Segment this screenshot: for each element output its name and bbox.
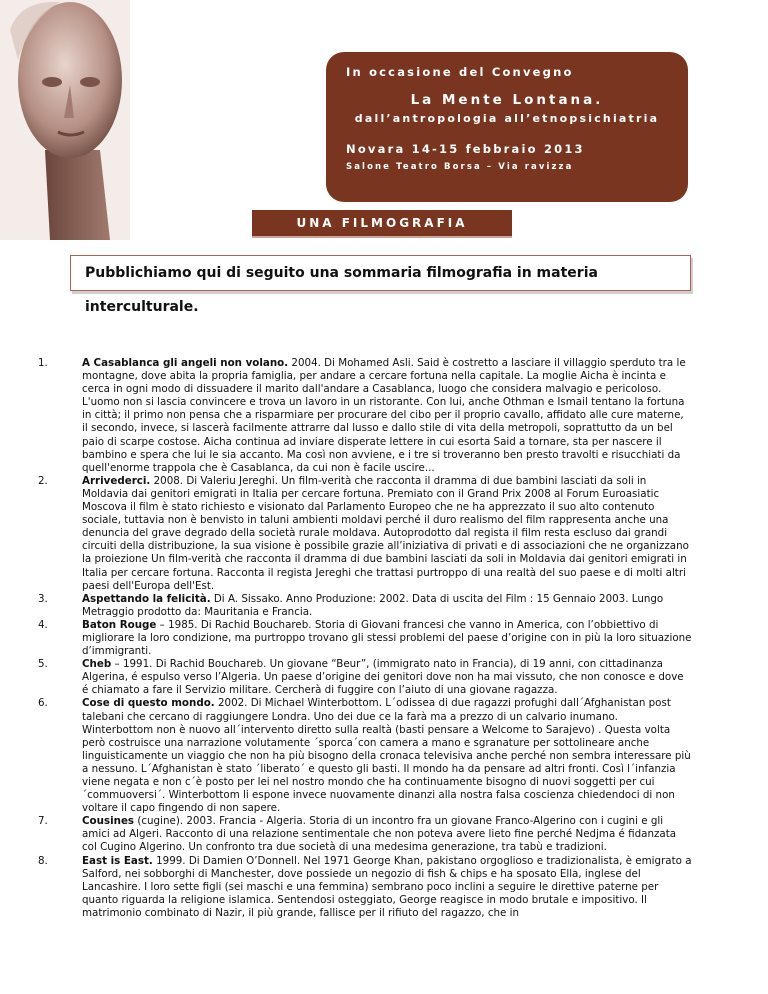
- film-description: 2002. Di Michael Winterbottom. L´odissea di due ragazzi profughi dall´Afghanistan post talebani che cercano di raggiungere Londra. Uno dei due ce la farà ma a prezzo di un calvario inumano. Winterbottom non è nuovo all´intervento diretto sulla realtà (basti pensare a Welcome to Sarajevo) . Questa volta però costruisce una narrazione volutamente ´sporca´con camera a mano e sgranature per sottolineare anche linguisticamente un viaggio che non ha più bisogno della cronaca televisiva anche perché non sembra interessare più a nessuno. L´Afghanistan è stato ´liberato´ e questo gli basti. Il mondo ha da pensare ad altri fronti. Così l´infanzia viene negata e non c´è posto per lei nel nostro mondo che ha continuamente bisogno di nuovi soggetti per cui ´commuoversi´. Winterbottom li espone invece nuovamente dinanzi alla nostra falsa coscienza chiedendoci di non voltare il capo fingendo di non sapere.: [82, 697, 691, 815]
- film-title: A Casablanca gli angeli non volano.: [82, 357, 289, 369]
- film-description: 2008. Di Valeriu Jereghi. Un film-verità che racconta il dramma di due bambini lasciati da soli in Moldavia dai genitori emigrati in Italia per cercare fortuna. Premiato con il Grand Prix 2008 al Forum Euroasiatic Moscova il film è stato richiesto e visionato dal Parlamento Europeo che ne ha apprezzato il suo alto contenuto sociale, tuttavia non è benvisto in taluni ambienti moldavi perché il duro realismo del film rappresenta anche una denuncia del grave degrado della società rurale moldava. Autoprodotto dal regista il film resta escluso dai grandi circuiti della distribuzione, la sua visione è possibile grazie all’iniziativa di privati e di associazioni che ne organizzano la proiezione Un film-verità che racconta il dramma di due bambini lasciati da soli in Moldavia dai genitori emigrati in Italia per cercare fortuna. Racconta il regista Jereghi che trattasi purtroppo di una realtà del suo paese e di molti altri paesi dell'Europa dell'Est.: [82, 474, 689, 592]
- banner-date: Novara 14-15 febbraio 2013: [346, 142, 585, 156]
- film-list: [38, 357, 692, 920]
- film-title: Cose di questo mondo.: [82, 697, 215, 710]
- film-title: Cheb: [82, 658, 112, 671]
- intro-box: Pubblichiamo qui di seguito una sommaria filmografia in materia interculturale.: [70, 255, 691, 291]
- film-title: Arrivederci.: [82, 474, 151, 487]
- film-description: 2004. Di Mohamed Asli. Said è costretto a lasciare il villaggio sperduto tra le montagne, dove abita la propria famiglia, per andare a cercare fortuna nella capitale. La moglie Aicha è incinta e cerca in ogni modo di dissuadere il marito dall'andare a Casablanca, luogo che considera malvagio e pericoloso. L'uomo non si lascia convincere e trova un lavoro in un ristorante. Con lui, anche Othman e Ismail tentano la fortuna in città; il primo non pensa che a risparmiare per procurare del cibo per il proprio cavallo, affidato alle cure materne, il secondo, invece, si lascerà facilmente attrarre dal lusso e dallo stile di vita della metropoli, soprattutto da un bel paio di scarpe costose. Aicha continua ad inviare disperate lettere in cui esorta Said a tornare, sta per nascere il bambino e spera che lui le sia accanto. Ma così non avviene, e i tre si troveranno ben presto travolti e risucchiati da quell'enorme trappola che è Casablanca, da cui non è facile uscire...: [82, 357, 686, 474]
- film-title: Cousines: [82, 815, 135, 828]
- list-item: [38, 854, 692, 920]
- list-item: [38, 474, 692, 593]
- item-number: 1.: [38, 357, 48, 369]
- mannequin-head-image: [0, 0, 130, 240]
- film-description: (cugine). 2003. Francia - Algeria. Storia di un incontro fra un giovane Franco-Algerino con i cugini e gli amici ad Algeri. Racconto di una relazione sentimentale che non poteva avere lieto fine perché Nedjma é fidanzata col Cugino Algerino. Un confronto tra due società di una medesima generazione, tra tabù e tradizioni.: [82, 815, 677, 854]
- section-title: UNA FILMOGRAFIA: [252, 210, 512, 238]
- banner-intro: In occasione del Convegno: [346, 65, 574, 79]
- item-number: 4.: [38, 618, 48, 631]
- list-item: [38, 357, 692, 475]
- item-number: 7.: [38, 815, 48, 828]
- list-item: [38, 697, 692, 815]
- film-title: Aspettando la felicità.: [82, 592, 211, 605]
- item-number: 2.: [38, 474, 48, 487]
- banner-title: La Mente Lontana.: [410, 92, 604, 108]
- item-number: 5.: [38, 658, 48, 671]
- convegno-banner: [326, 52, 688, 202]
- banner-venue: Salone Teatro Borsa – Via ravizza: [346, 162, 574, 172]
- film-description: Di A. Sissako. Anno Produzione: 2002. Data di uscita del Film : 15 Gennaio 2003. Lungo Metraggio prodotto da: Mauritania e Francia.: [82, 592, 664, 618]
- item-number: 6.: [38, 697, 48, 710]
- film-description: – 1985. Di Rachid Bouchareb. Storia di Giovani francesi che vanno in America, con l’obbiettivo di migliorare la loro condizione, ma purtroppo trovano gli stessi problemi del paese d’origine con in più la loro situazione d’immigranti.: [82, 618, 692, 658]
- list-item: [38, 815, 692, 854]
- film-description: – 1991. Di Rachid Bouchareb. Un giovane “Beur”, (immigrato nato in Francia), di 19 anni, con cittadinanza Algerina, é espulso verso l’Algeria. Un paese d’origine dei genitori dove non ha mai vissuto, che non conosce e dove é chiamato a fare il Servizio militare. Cercherà di fuggire con l’aiuto di una giovane ragazza.: [82, 658, 684, 697]
- film-description: 1999. Di Damien O’Donnell. Nel 1971 George Khan, pakistano orgoglioso e tradizionalista, è emigrato a Salford, nei sobborghi di Manchester, dove possiede un negozio di fish & chips e ha sposato Ella, inglese del Lancashire. I loro sette figli (sei maschi e una femmina) sembrano poco inclini a seguire le direttive paterne per quanto riguarda la religione islamica. Sentendosi osteggiato, George reagisce in modo brutale e impositivo. Il matrimonio combinato di Nazir, il più grande, fallisce per il rifiuto del ragazzo, che in: [82, 854, 692, 919]
- film-title: Baton Rouge: [82, 618, 157, 631]
- item-number: 8.: [38, 854, 48, 867]
- item-number: 3.: [38, 592, 48, 605]
- list-item: [38, 618, 692, 658]
- banner-subtitle: dall’antropologia all’etnopsichiatria: [354, 112, 660, 125]
- list-item: [38, 592, 692, 619]
- film-title: East is East.: [82, 854, 153, 867]
- list-item: [38, 658, 692, 697]
